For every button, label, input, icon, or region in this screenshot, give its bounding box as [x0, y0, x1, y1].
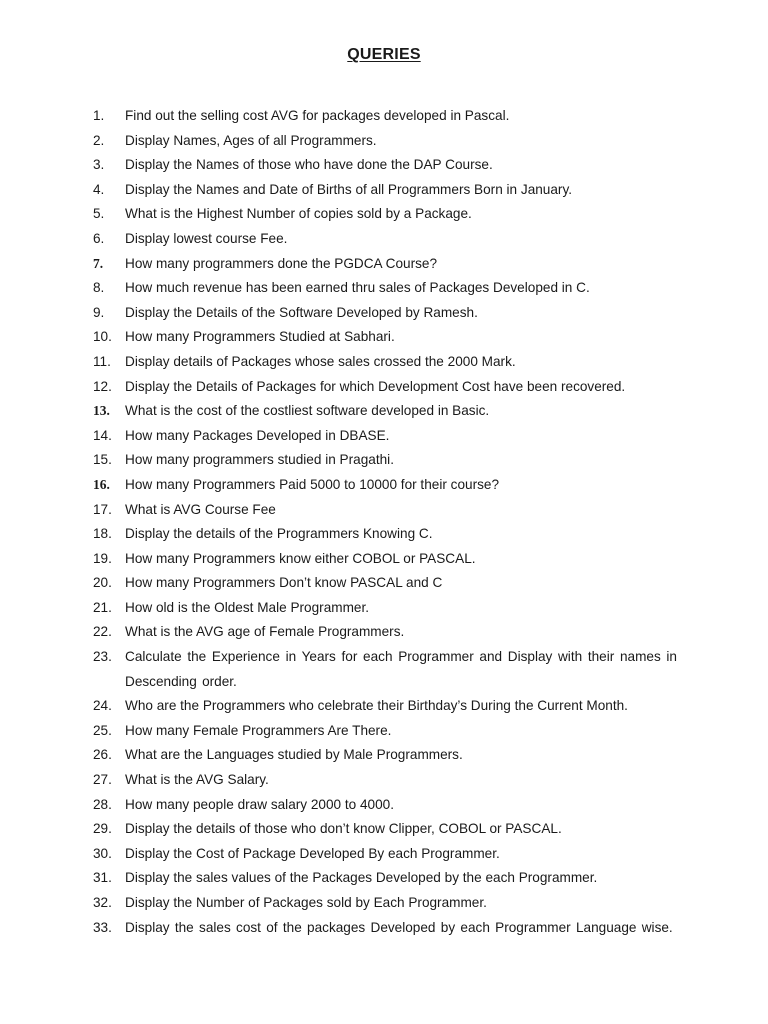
query-item — [0, 153, 768, 178]
query-item — [0, 473, 768, 498]
query-item — [0, 399, 768, 424]
query-text: How many Packages Developed in DBASE. — [125, 427, 390, 443]
query-number: 20. — [93, 575, 112, 591]
query-text: Display the Details of the Software Developed by Ramesh. — [125, 304, 478, 320]
query-item — [0, 276, 768, 301]
query-text: How many Programmers know either COBOL or PASCAL. — [125, 550, 476, 566]
query-text: Display the Number of Packages sold by Each Programmer. — [125, 895, 487, 910]
query-item — [0, 891, 768, 916]
query-text: What are the Languages studied by Male Programmers. — [125, 747, 463, 763]
query-text: What is the AVG age of Female Programmers. — [125, 624, 405, 640]
query-item — [0, 129, 768, 154]
query-number: 32. — [93, 895, 112, 910]
query-number: 16. — [93, 476, 110, 492]
query-text: Display the details of the Programmers Knowing C. — [125, 526, 433, 542]
query-text: Display details of Packages whose sales crossed the 2000 Mark. — [125, 353, 516, 369]
query-text: How many people draw salary 2000 to 4000. — [125, 796, 395, 812]
query-item — [0, 596, 768, 621]
query-text: How much revenue has been earned thru sales of Packages Developed in C. — [125, 280, 590, 296]
query-text: How many Programmers Paid 5000 to 10000 for their course? — [125, 476, 500, 492]
query-item — [0, 817, 768, 842]
query-text: Display the Names of those who have done the DAP Course. — [125, 157, 493, 173]
query-number: 17. — [93, 501, 112, 517]
query-item — [0, 694, 768, 719]
query-number: 12. — [93, 378, 112, 394]
query-item — [0, 916, 768, 941]
query-item — [0, 522, 768, 547]
query-number: 18. — [93, 526, 112, 542]
query-item — [0, 768, 768, 793]
query-number: 28. — [93, 796, 112, 812]
query-item — [0, 252, 768, 277]
query-text: Display the sales cost of the packages Developed by each Programmer Language wise. — [125, 919, 673, 935]
query-text: What is the AVG Salary. — [125, 772, 269, 788]
query-item — [0, 424, 768, 449]
query-number: 5. — [93, 206, 105, 222]
query-text: How many programmers done the PGDCA Course? — [125, 255, 438, 271]
query-number: 11. — [93, 353, 111, 369]
query-number: 31. — [93, 870, 112, 886]
query-text: Display Names, Ages of all Programmers. — [125, 132, 377, 148]
query-text: Who are the Programmers who celebrate their Birthday’s During the Current Month. — [125, 698, 628, 714]
query-item — [0, 620, 768, 645]
query-text: What is the cost of the costliest software developed in Basic. — [125, 403, 490, 419]
query-item — [0, 104, 768, 129]
query-number: 13. — [93, 403, 110, 419]
query-number: 10. — [93, 329, 112, 345]
query-text: Display the sales values of the Packages Developed by the each Programmer. — [125, 870, 598, 886]
query-number: 29. — [93, 821, 112, 837]
query-number: 14. — [93, 427, 112, 443]
query-text: How many Programmers Don’t know PASCAL and C — [125, 575, 443, 591]
query-item — [0, 178, 768, 203]
query-number: 26. — [93, 747, 112, 763]
query-text: What is AVG Course Fee — [125, 501, 276, 517]
query-number: 24. — [93, 698, 112, 714]
query-item — [0, 325, 768, 350]
query-text: Display the Details of Packages for which Development Cost have been recovered. — [125, 378, 626, 394]
query-item — [0, 498, 768, 523]
query-text: How old is the Oldest Male Programmer. — [125, 599, 370, 615]
query-item — [0, 793, 768, 818]
query-item — [0, 448, 768, 473]
query-text: What is the Highest Number of copies sold by a Package. — [125, 206, 472, 222]
query-item — [0, 719, 768, 744]
query-number: 33. — [93, 919, 112, 935]
query-number: 21. — [93, 599, 112, 615]
query-text: Display the Names and Date of Births of all Programmers Born in January. — [125, 181, 573, 197]
query-text: How many Programmers Studied at Sabhari. — [125, 329, 395, 345]
query-number: 3. — [93, 157, 105, 173]
query-list — [0, 104, 768, 940]
query-item — [0, 645, 768, 694]
query-number: 1. — [93, 108, 105, 123]
query-item — [0, 350, 768, 375]
query-number: 8. — [93, 280, 105, 296]
query-item — [0, 227, 768, 252]
query-item — [0, 301, 768, 326]
query-item — [0, 842, 768, 867]
query-item — [0, 866, 768, 891]
query-item — [0, 571, 768, 596]
query-number: 25. — [93, 722, 112, 738]
query-number: 30. — [93, 845, 112, 861]
query-number: 27. — [93, 772, 112, 788]
query-number: 15. — [93, 452, 112, 468]
query-number: 23. — [93, 649, 112, 665]
query-text: Display lowest course Fee. — [125, 230, 288, 246]
page-title: QUERIES — [347, 46, 421, 63]
query-number: 7. — [93, 255, 104, 271]
query-text: Calculate the Experience in Years for each Programmer and Display with their names in Descending order. — [125, 649, 677, 689]
query-item — [0, 547, 768, 572]
query-text: Display the Cost of Package Developed By each Programmer. — [125, 845, 500, 861]
query-number: 19. — [93, 550, 112, 566]
query-text: Find out the selling cost AVG for packages developed in Pascal. — [125, 108, 510, 123]
query-number: 2. — [93, 132, 105, 148]
query-item — [0, 202, 768, 227]
query-number: 22. — [93, 624, 112, 640]
query-text: How many programmers studied in Pragathi. — [125, 452, 394, 468]
query-item — [0, 375, 768, 400]
query-item — [0, 743, 768, 768]
query-number: 6. — [93, 230, 105, 246]
query-number: 4. — [93, 181, 105, 197]
query-number: 9. — [93, 304, 105, 320]
query-text: How many Female Programmers Are There. — [125, 722, 392, 738]
query-text: Display the details of those who don’t know Clipper, COBOL or PASCAL. — [125, 821, 562, 837]
